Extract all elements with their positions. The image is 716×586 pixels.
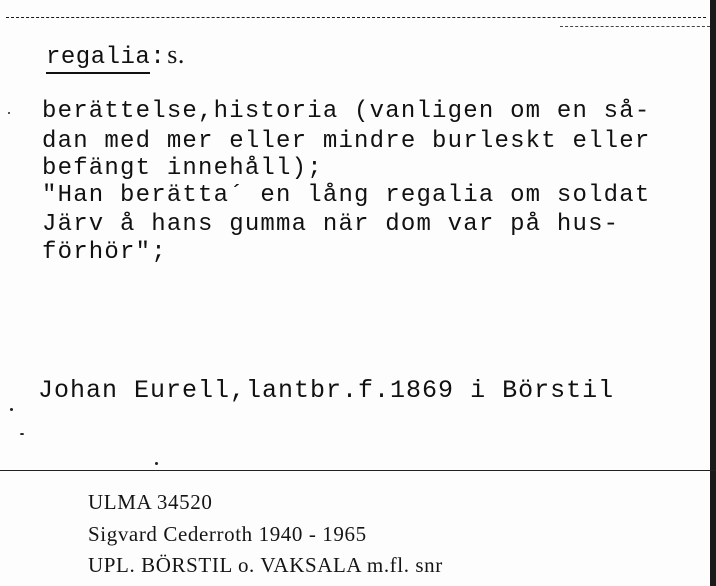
stamp-divider xyxy=(0,470,716,471)
card-edge xyxy=(710,0,716,586)
example-line-1: "Han berätta´ en lång regalia om soldat xyxy=(42,182,651,209)
paper-speck xyxy=(20,433,24,435)
headword-separator: : xyxy=(150,44,166,71)
definition-line-3: befängt innehåll); xyxy=(42,155,323,182)
definition-line-2: dan med mer eller mindre burleskt eller xyxy=(42,128,651,155)
example-line-2: Järv å hans gumma när dom var på hus- xyxy=(42,211,620,238)
definition-line-1: berättelse,historia (vanligen om en så- xyxy=(42,98,651,125)
example-line-3: förhör"; xyxy=(42,239,167,266)
part-of-speech: s. xyxy=(167,40,185,69)
paper-speck xyxy=(8,112,10,114)
headword-line xyxy=(46,40,185,71)
stamp-archive-number: ULMA 34520 xyxy=(88,490,213,514)
paper-speck xyxy=(155,462,158,465)
top-rule-secondary xyxy=(560,26,710,27)
headword: regalia xyxy=(46,44,150,74)
paper-speck xyxy=(10,408,13,411)
stamp-location: UPL. BÖRSTIL o. VAKSALA m.fl. snr xyxy=(88,553,443,577)
top-rule xyxy=(6,17,706,18)
stamp-collector: Sigvard Cederroth 1940 - 1965 xyxy=(88,522,367,546)
informant-source: Johan Eurell,lantbr.f.1869 i Börstil xyxy=(38,376,615,405)
